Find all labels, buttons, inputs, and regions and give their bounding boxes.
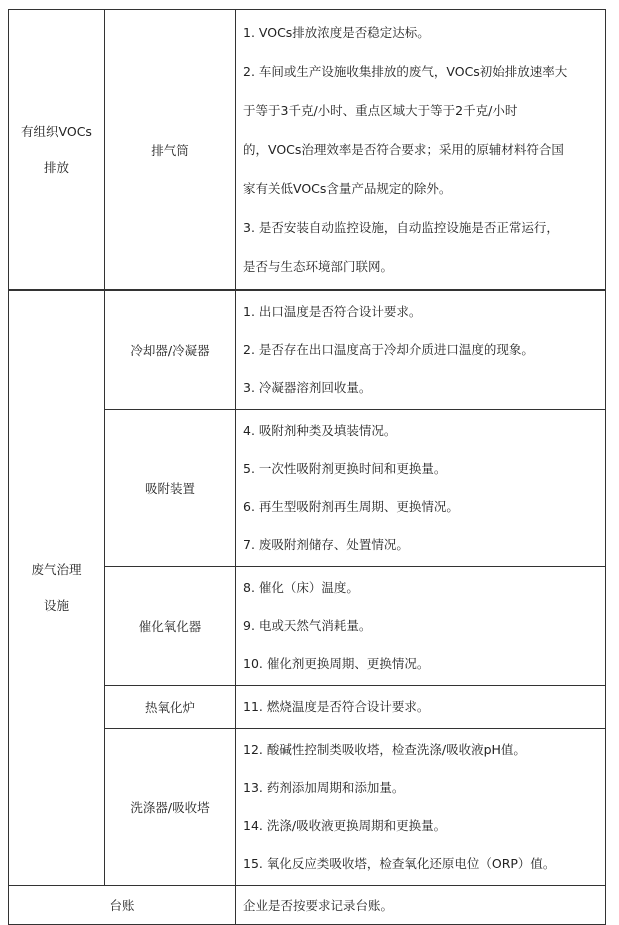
requirement-line: 7. 废吸附剂储存、处置情况。 (243, 537, 409, 552)
item-cell: 催化氧化器 (105, 567, 236, 686)
requirement-cell (236, 567, 606, 686)
requirement-line: 9. 电或天然气消耗量。 (243, 618, 372, 633)
requirement-cell (236, 410, 606, 567)
table-row (9, 291, 606, 410)
ledger-label: 台账 (9, 886, 236, 925)
requirement-line: 8. 催化（床）温度。 (243, 580, 359, 595)
requirement-line: 3. 冷凝器溶剂回收量。 (243, 380, 372, 395)
table-row (9, 10, 606, 290)
requirement-line: 15. 氧化反应类吸收塔，检查氧化还原电位（ORP）值。 (243, 856, 556, 871)
requirement-line: 10. 催化剂更换周期、更换情况。 (243, 656, 430, 671)
requirement-line: 6. 再生型吸附剂再生周期、更换情况。 (243, 499, 459, 514)
requirement-line: 于等于3千克/小时、重点区域大于等于2千克/小时 (243, 103, 518, 118)
category-line: 废气治理 (31, 562, 82, 577)
requirement-cell (236, 729, 606, 886)
requirement-line: 14. 洗涤/吸收液更换周期和更换量。 (243, 818, 447, 833)
voc-emission-table (8, 9, 606, 290)
requirement-line: 家有关低VOCs含量产品规定的除外。 (243, 181, 452, 196)
requirement-line: 13. 药剂添加周期和添加量。 (243, 780, 405, 795)
requirement-line: 是否与生态环境部门联网。 (243, 259, 394, 274)
requirement-line: 3. 是否安装自动监控设施，自动监控设施是否正常运行， (243, 220, 559, 235)
item-cell: 排气筒 (105, 10, 236, 290)
requirement-line: 1. 出口温度是否符合设计要求。 (243, 304, 422, 319)
category-line: 排放 (43, 159, 69, 175)
requirement-line: 2. 是否存在出口温度高于冷却介质进口温度的现象。 (243, 342, 534, 357)
category-line: 有组织VOCs (21, 123, 92, 139)
requirement-line: 1. VOCs排放浓度是否稳定达标。 (243, 25, 430, 40)
requirement-cell (236, 686, 606, 729)
requirement-line: 的，VOCs治理效率是否符合要求；采用的原辅材料符合国 (243, 142, 564, 157)
requirement-line: 5. 一次性吸附剂更换时间和更换量。 (243, 461, 447, 476)
category-cell (9, 10, 105, 290)
requirement-cell (236, 291, 606, 410)
requirement-line: 11. 燃烧温度是否符合设计要求。 (243, 699, 430, 714)
requirement-line: 4. 吸附剂种类及填装情况。 (243, 423, 397, 438)
requirement-cell (236, 10, 606, 290)
category-line: 设施 (43, 598, 69, 613)
ledger-requirement: 企业是否按要求记录台账。 (236, 886, 606, 925)
item-cell: 热氧化炉 (105, 686, 236, 729)
item-cell: 洗涤器/吸收塔 (105, 729, 236, 886)
requirement-line: 2. 车间或生产设施收集排放的废气，VOCs初始排放速率大 (243, 64, 568, 79)
treatment-facility-table (8, 290, 606, 925)
category-cell (9, 291, 105, 886)
item-cell: 冷却器/冷凝器 (105, 291, 236, 410)
requirement-line: 12. 酸碱性控制类吸收塔，检查洗涤/吸收液pH值。 (243, 742, 526, 757)
item-cell: 吸附装置 (105, 410, 236, 567)
